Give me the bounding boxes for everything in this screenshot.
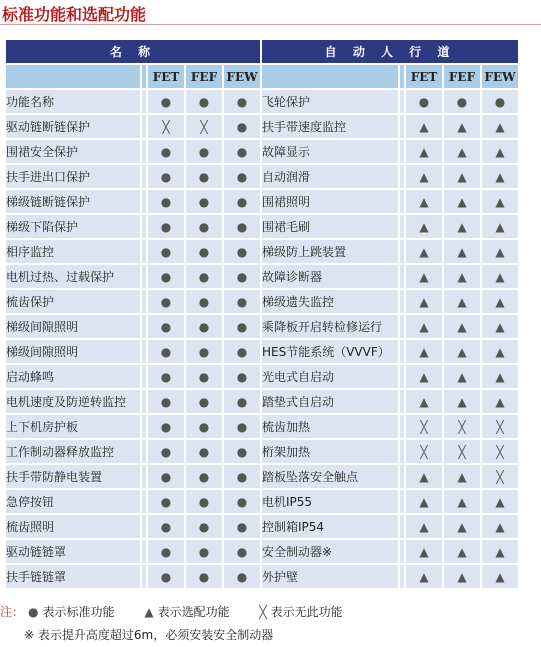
feature-mark: ● <box>224 540 260 563</box>
feature-mark: ▲ <box>482 290 518 313</box>
name-column-header: 名 称 <box>6 40 260 63</box>
feature-mark: ● <box>148 240 184 263</box>
cell-spacer <box>142 140 146 163</box>
legend-none: 表示无此功能 <box>270 605 343 619</box>
feature-mark: ▲ <box>482 340 518 363</box>
cell-spacer <box>400 340 404 363</box>
feature-mark: ● <box>186 515 222 538</box>
feature-mark: ▲ <box>406 140 442 163</box>
feature-mark: ▲ <box>406 390 442 413</box>
feature-mark: ╳ <box>482 440 518 463</box>
feature-name: 驱动链链罩 <box>6 540 140 563</box>
feature-mark: ▲ <box>406 465 442 488</box>
feature-mark: ● <box>224 565 260 588</box>
cell-spacer <box>400 515 404 538</box>
feature-name: 踏板坠落安全触点 <box>262 465 398 488</box>
feature-mark: ● <box>224 290 260 313</box>
section-header: 自 动 人 行 道 <box>262 40 518 63</box>
table-row <box>6 365 518 388</box>
feature-name: 外护壁 <box>262 565 398 588</box>
feature-mark: ● <box>148 165 184 188</box>
feature-mark: ● <box>224 215 260 238</box>
cell-spacer <box>400 490 404 513</box>
cell-spacer <box>400 440 404 463</box>
feature-mark: ▲ <box>482 390 518 413</box>
feature-name: 扶手带速度监控 <box>262 115 398 138</box>
optional-triangle-icon: ▲ <box>144 605 154 619</box>
feature-mark: ▲ <box>444 465 480 488</box>
feature-mark: ● <box>224 165 260 188</box>
feature-mark: ▲ <box>406 490 442 513</box>
feature-mark: ▲ <box>406 365 442 388</box>
feature-mark: ● <box>406 90 442 113</box>
feature-name: 驱动链断链保护 <box>6 115 140 138</box>
feature-mark: ● <box>224 440 260 463</box>
feature-name: 乘降板开启转检修运行 <box>262 315 398 338</box>
feature-name: 梯级防上跳装置 <box>262 240 398 263</box>
cell-spacer <box>142 565 146 588</box>
table-row <box>6 340 518 363</box>
feature-mark: ▲ <box>444 565 480 588</box>
feature-mark: ● <box>148 415 184 438</box>
cell-spacer <box>142 215 146 238</box>
feature-mark: ● <box>224 315 260 338</box>
feature-name: 功能名称 <box>6 90 140 113</box>
footnote-mark-icon: ※ <box>24 628 35 642</box>
feature-name: 电机IP55 <box>262 490 398 513</box>
cell-spacer <box>400 165 404 188</box>
table-row <box>6 265 518 288</box>
table-row <box>6 140 518 163</box>
model-label: FET <box>148 65 184 88</box>
feature-mark: ▲ <box>444 190 480 213</box>
cell-spacer <box>142 465 146 488</box>
cell-spacer <box>142 490 146 513</box>
footnote-text: 表示提升高度超过6m，必须安装安全制动器 <box>37 628 274 642</box>
feature-name: 工作制动器释放监控 <box>6 440 140 463</box>
feature-mark: ● <box>186 290 222 313</box>
standard-dot-icon: ● <box>28 605 39 619</box>
legend-standard: 表示标准功能 <box>42 605 115 619</box>
cell-spacer <box>142 165 146 188</box>
feature-name: 梳齿照明 <box>6 515 140 538</box>
legend-optional: 表示选配功能 <box>157 605 230 619</box>
feature-mark: ╳ <box>406 415 442 438</box>
feature-mark: ▲ <box>444 315 480 338</box>
feature-name: 安全制动器※ <box>262 540 398 563</box>
feature-mark: ● <box>148 340 184 363</box>
feature-mark: ● <box>148 365 184 388</box>
feature-mark: ▲ <box>482 115 518 138</box>
feature-mark: ▲ <box>482 215 518 238</box>
feature-name: 梳齿保护 <box>6 290 140 313</box>
cell-spacer <box>400 315 404 338</box>
table-header-row <box>6 40 518 63</box>
feature-name: 梯级下陷保护 <box>6 215 140 238</box>
table-row <box>6 115 518 138</box>
feature-mark: ● <box>224 515 260 538</box>
feature-name: 启动蜂鸣 <box>6 365 140 388</box>
model-label: FEW <box>482 65 518 88</box>
feature-mark: ● <box>148 440 184 463</box>
feature-mark: ● <box>148 90 184 113</box>
feature-mark: ▲ <box>482 565 518 588</box>
cell-spacer <box>142 190 146 213</box>
feature-mark: ● <box>224 465 260 488</box>
table-row <box>6 465 518 488</box>
feature-name: 控制箱IP54 <box>262 515 398 538</box>
feature-mark: ● <box>186 240 222 263</box>
feature-name: HES节能系统（VVVF） <box>262 340 398 363</box>
feature-mark: ● <box>186 365 222 388</box>
feature-mark: ▲ <box>482 140 518 163</box>
feature-mark: ▲ <box>406 115 442 138</box>
feature-mark: ▲ <box>482 365 518 388</box>
feature-name: 桁架加热 <box>262 440 398 463</box>
cell-spacer <box>142 390 146 413</box>
feature-mark: ● <box>444 90 480 113</box>
feature-mark: ▲ <box>444 240 480 263</box>
table-row <box>6 90 518 113</box>
cell-spacer <box>142 240 146 263</box>
cell-spacer <box>142 540 146 563</box>
page-title: 标准功能和选配功能 <box>2 5 147 24</box>
feature-mark: ● <box>148 540 184 563</box>
feature-mark: ● <box>224 340 260 363</box>
cell-spacer <box>142 265 146 288</box>
feature-mark: ▲ <box>444 115 480 138</box>
feature-name: 光电式自启动 <box>262 365 398 388</box>
cell-spacer <box>400 215 404 238</box>
feature-mark: ● <box>186 390 222 413</box>
table-row <box>6 190 518 213</box>
feature-mark: ▲ <box>406 540 442 563</box>
feature-mark: ● <box>224 190 260 213</box>
feature-mark: ● <box>224 390 260 413</box>
table-row <box>6 165 518 188</box>
legend-line <box>0 603 343 620</box>
cell-spacer <box>400 465 404 488</box>
cell-spacer <box>400 540 404 563</box>
feature-mark: ● <box>186 190 222 213</box>
feature-mark: ● <box>186 440 222 463</box>
feature-mark: ╳ <box>444 440 480 463</box>
feature-name: 扶手链链罩 <box>6 565 140 588</box>
feature-mark: ● <box>148 190 184 213</box>
feature-mark: ● <box>186 140 222 163</box>
feature-mark: ▲ <box>444 215 480 238</box>
feature-mark: ▲ <box>406 265 442 288</box>
feature-mark: ● <box>224 265 260 288</box>
model-label: FEF <box>444 65 480 88</box>
cell-spacer <box>400 140 404 163</box>
feature-mark: ╳ <box>444 415 480 438</box>
table-row <box>6 240 518 263</box>
feature-mark: ▲ <box>444 390 480 413</box>
feature-name: 故障显示 <box>262 140 398 163</box>
feature-mark: ▲ <box>444 140 480 163</box>
table-row <box>6 315 518 338</box>
feature-mark: ● <box>186 165 222 188</box>
feature-mark: ▲ <box>406 340 442 363</box>
model-label: FEW <box>224 65 260 88</box>
feature-mark: ● <box>186 215 222 238</box>
cell-spacer <box>142 415 146 438</box>
feature-mark: ● <box>186 415 222 438</box>
feature-mark: ╳ <box>406 440 442 463</box>
blank-subheader <box>262 65 398 88</box>
cell-spacer <box>400 290 404 313</box>
feature-mark: ● <box>224 240 260 263</box>
feature-mark: ▲ <box>482 315 518 338</box>
legend-prefix: 注： <box>0 605 25 619</box>
feature-mark: ▲ <box>482 540 518 563</box>
table-row <box>6 490 518 513</box>
feature-mark: ● <box>224 415 260 438</box>
table-row <box>6 515 518 538</box>
feature-name: 梯级间隙照明 <box>6 340 140 363</box>
feature-mark: ╳ <box>482 465 518 488</box>
feature-mark: ▲ <box>406 315 442 338</box>
feature-mark: ● <box>148 315 184 338</box>
cell-spacer <box>142 90 146 113</box>
feature-mark: ● <box>186 565 222 588</box>
none-cross-icon: ╳ <box>259 605 267 619</box>
table-row <box>6 540 518 563</box>
cell-spacer <box>400 190 404 213</box>
feature-mark: ● <box>186 465 222 488</box>
feature-name: 上下机房护板 <box>6 415 140 438</box>
feature-mark: ▲ <box>406 515 442 538</box>
feature-mark: ▲ <box>482 240 518 263</box>
cell-spacer <box>142 365 146 388</box>
feature-mark: ● <box>148 290 184 313</box>
blank-subheader <box>6 65 140 88</box>
feature-mark: ╳ <box>148 115 184 138</box>
cell-spacer <box>400 390 404 413</box>
feature-mark: ● <box>186 490 222 513</box>
feature-mark: ● <box>148 215 184 238</box>
feature-name: 故障诊断器 <box>262 265 398 288</box>
cell-spacer <box>142 440 146 463</box>
cell-spacer <box>400 565 404 588</box>
model-header-row <box>6 65 518 88</box>
feature-name: 自动润滑 <box>262 165 398 188</box>
feature-mark: ▲ <box>444 340 480 363</box>
feature-name: 围裙毛刷 <box>262 215 398 238</box>
cell-spacer <box>400 365 404 388</box>
feature-mark: ▲ <box>444 165 480 188</box>
cell-spacer <box>400 115 404 138</box>
feature-name: 扶手带防静电装置 <box>6 465 140 488</box>
table-row <box>6 390 518 413</box>
feature-mark: ▲ <box>482 165 518 188</box>
feature-mark: ▲ <box>444 290 480 313</box>
feature-mark: ● <box>224 90 260 113</box>
feature-name: 梯级间隙照明 <box>6 315 140 338</box>
feature-name: 电机速度及防逆转监控 <box>6 390 140 413</box>
table-row <box>6 440 518 463</box>
feature-mark: ● <box>224 365 260 388</box>
cell-spacer <box>142 315 146 338</box>
feature-mark: ● <box>148 490 184 513</box>
feature-mark: ● <box>148 565 184 588</box>
feature-name: 梯级遗失监控 <box>262 290 398 313</box>
table-row <box>6 215 518 238</box>
cell-spacer <box>142 115 146 138</box>
feature-name: 扶手进出口保护 <box>6 165 140 188</box>
cell-spacer <box>142 515 146 538</box>
feature-mark: ● <box>148 265 184 288</box>
feature-mark: ● <box>148 515 184 538</box>
feature-mark: ● <box>224 115 260 138</box>
feature-mark: ● <box>186 265 222 288</box>
feature-name: 急停按钮 <box>6 490 140 513</box>
feature-mark: ▲ <box>482 190 518 213</box>
feature-mark: ▲ <box>444 515 480 538</box>
feature-mark: ● <box>186 315 222 338</box>
feature-name: 踏垫式自启动 <box>262 390 398 413</box>
feature-mark: ● <box>224 140 260 163</box>
feature-mark: ▲ <box>444 365 480 388</box>
feature-mark: ● <box>148 140 184 163</box>
feature-mark: ▲ <box>444 490 480 513</box>
feature-name: 相序监控 <box>6 240 140 263</box>
feature-name: 梯级链断链保护 <box>6 190 140 213</box>
feature-mark: ▲ <box>406 215 442 238</box>
feature-mark: ▲ <box>482 515 518 538</box>
title-divider <box>0 24 541 25</box>
feature-mark: ▲ <box>482 265 518 288</box>
feature-mark: ● <box>148 390 184 413</box>
table-row <box>6 565 518 588</box>
feature-mark: ● <box>148 465 184 488</box>
feature-mark: ● <box>482 90 518 113</box>
feature-name: 飞轮保护 <box>262 90 398 113</box>
model-label: FEF <box>186 65 222 88</box>
feature-mark: ● <box>186 340 222 363</box>
feature-mark: ╳ <box>482 415 518 438</box>
feature-mark: ╳ <box>186 115 222 138</box>
feature-mark: ▲ <box>406 290 442 313</box>
feature-mark: ● <box>224 490 260 513</box>
model-label: FET <box>406 65 442 88</box>
cell-spacer <box>400 265 404 288</box>
footnote-line <box>24 626 273 643</box>
cell-spacer <box>400 90 404 113</box>
feature-name: 围裙照明 <box>262 190 398 213</box>
cell-spacer <box>400 240 404 263</box>
table-row <box>6 290 518 313</box>
feature-mark: ▲ <box>444 540 480 563</box>
cell-spacer <box>142 290 146 313</box>
feature-mark: ● <box>186 90 222 113</box>
feature-mark: ▲ <box>444 265 480 288</box>
feature-name: 梳齿加热 <box>262 415 398 438</box>
feature-mark: ● <box>186 540 222 563</box>
cell-spacer <box>142 340 146 363</box>
feature-name: 电机过热、过载保护 <box>6 265 140 288</box>
feature-mark: ▲ <box>406 240 442 263</box>
table-row <box>6 415 518 438</box>
feature-mark: ▲ <box>482 490 518 513</box>
feature-mark: ▲ <box>406 190 442 213</box>
feature-mark: ▲ <box>406 565 442 588</box>
feature-mark: ▲ <box>406 165 442 188</box>
feature-name: 围裙安全保护 <box>6 140 140 163</box>
cell-spacer <box>400 415 404 438</box>
feature-table <box>4 38 520 590</box>
